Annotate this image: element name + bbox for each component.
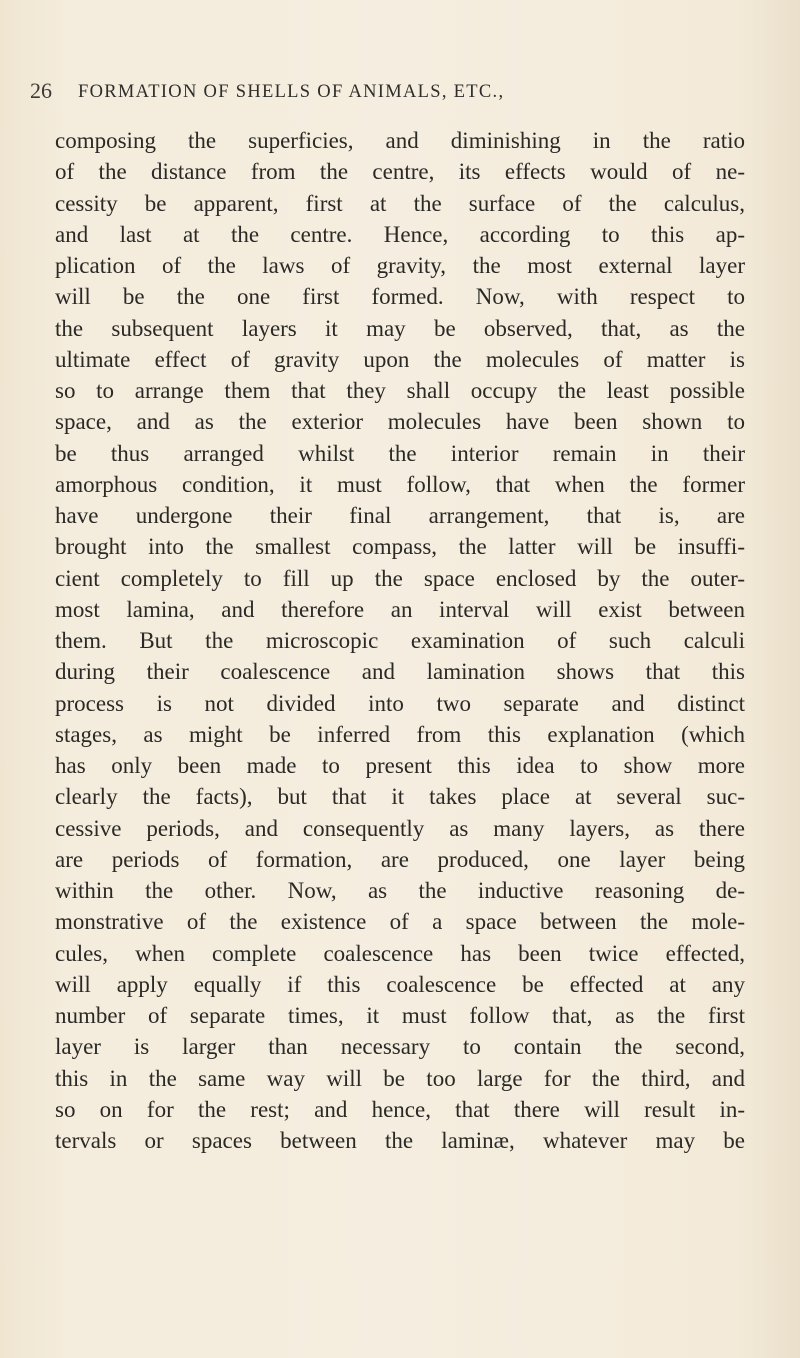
running-head: FORMATION OF SHELLS OF ANIMALS, ETC.,	[78, 82, 505, 102]
text-line: so on for the rest; and hence, that there will result in-	[55, 1096, 745, 1122]
text-line: within the other. Now, as the inductive reasoning de-	[55, 878, 745, 903]
text-line: of the distance from the centre, its effects would of ne-	[55, 159, 745, 185]
text-line: clearly the facts), but that it takes place at several suc-	[55, 784, 745, 810]
text-line: so to arrange them that they shall occupy the least possible	[55, 378, 745, 403]
text-line: most lamina, and therefore an interval will exist between	[55, 596, 745, 622]
page-header	[30, 78, 770, 118]
text-line: and last at the centre. Hence, according to this ap-	[55, 221, 745, 247]
text-line: cessive periods, and consequently as many layers, as there	[55, 815, 745, 841]
text-line: will be the one first formed. Now, with respect to	[55, 284, 745, 310]
text-line: the subsequent layers it may be observed, that, as the	[55, 315, 745, 341]
text-line: cient completely to fill up the space enclosed by the outer-	[55, 565, 745, 591]
text-line: plication of the laws of gravity, the most external layer	[55, 253, 745, 278]
text-line: brought into the smallest compass, the latter will be insuffi-	[55, 534, 745, 560]
body-text	[55, 125, 745, 1156]
text-line: will apply equally if this coalescence be effected at any	[55, 971, 745, 997]
text-line: have undergone their final arrangement, that is, are	[55, 503, 745, 528]
text-line: during their coalescence and lamination shows that this	[55, 659, 745, 685]
text-line: stages, as might be inferred from this explanation (which	[55, 721, 745, 747]
text-line: monstrative of the existence of a space between the mole-	[55, 909, 745, 935]
text-line: cules, when complete coalescence has been twice effected,	[55, 940, 745, 966]
text-line: them. But the microscopic examination of such calculi	[55, 628, 745, 653]
text-line: space, and as the exterior molecules have been shown to	[55, 409, 745, 435]
text-line: be thus arranged whilst the interior remain in their	[55, 440, 745, 466]
text-line: process is not divided into two separate and distinct	[55, 690, 745, 716]
text-line: number of separate times, it must follow that, as the first	[55, 1003, 745, 1028]
text-line: layer is larger than necessary to contain the second,	[55, 1034, 745, 1060]
text-line: tervals or spaces between the laminæ, whatever may be	[55, 1128, 745, 1153]
text-line: cessity be apparent, first at the surface of the calculus,	[55, 190, 745, 216]
text-line: has only been made to present this idea to show more	[55, 753, 745, 778]
text-line: are periods of formation, are produced, one layer being	[55, 846, 745, 872]
text-line: composing the superficies, and diminishing in the ratio	[55, 128, 745, 153]
text-line: amorphous condition, it must follow, that when the former	[55, 471, 745, 497]
text-line: ultimate effect of gravity upon the molecules of matter is	[55, 346, 745, 372]
page-number: 26	[30, 78, 52, 103]
text-line: this in the same way will be too large for the third, and	[55, 1065, 745, 1091]
